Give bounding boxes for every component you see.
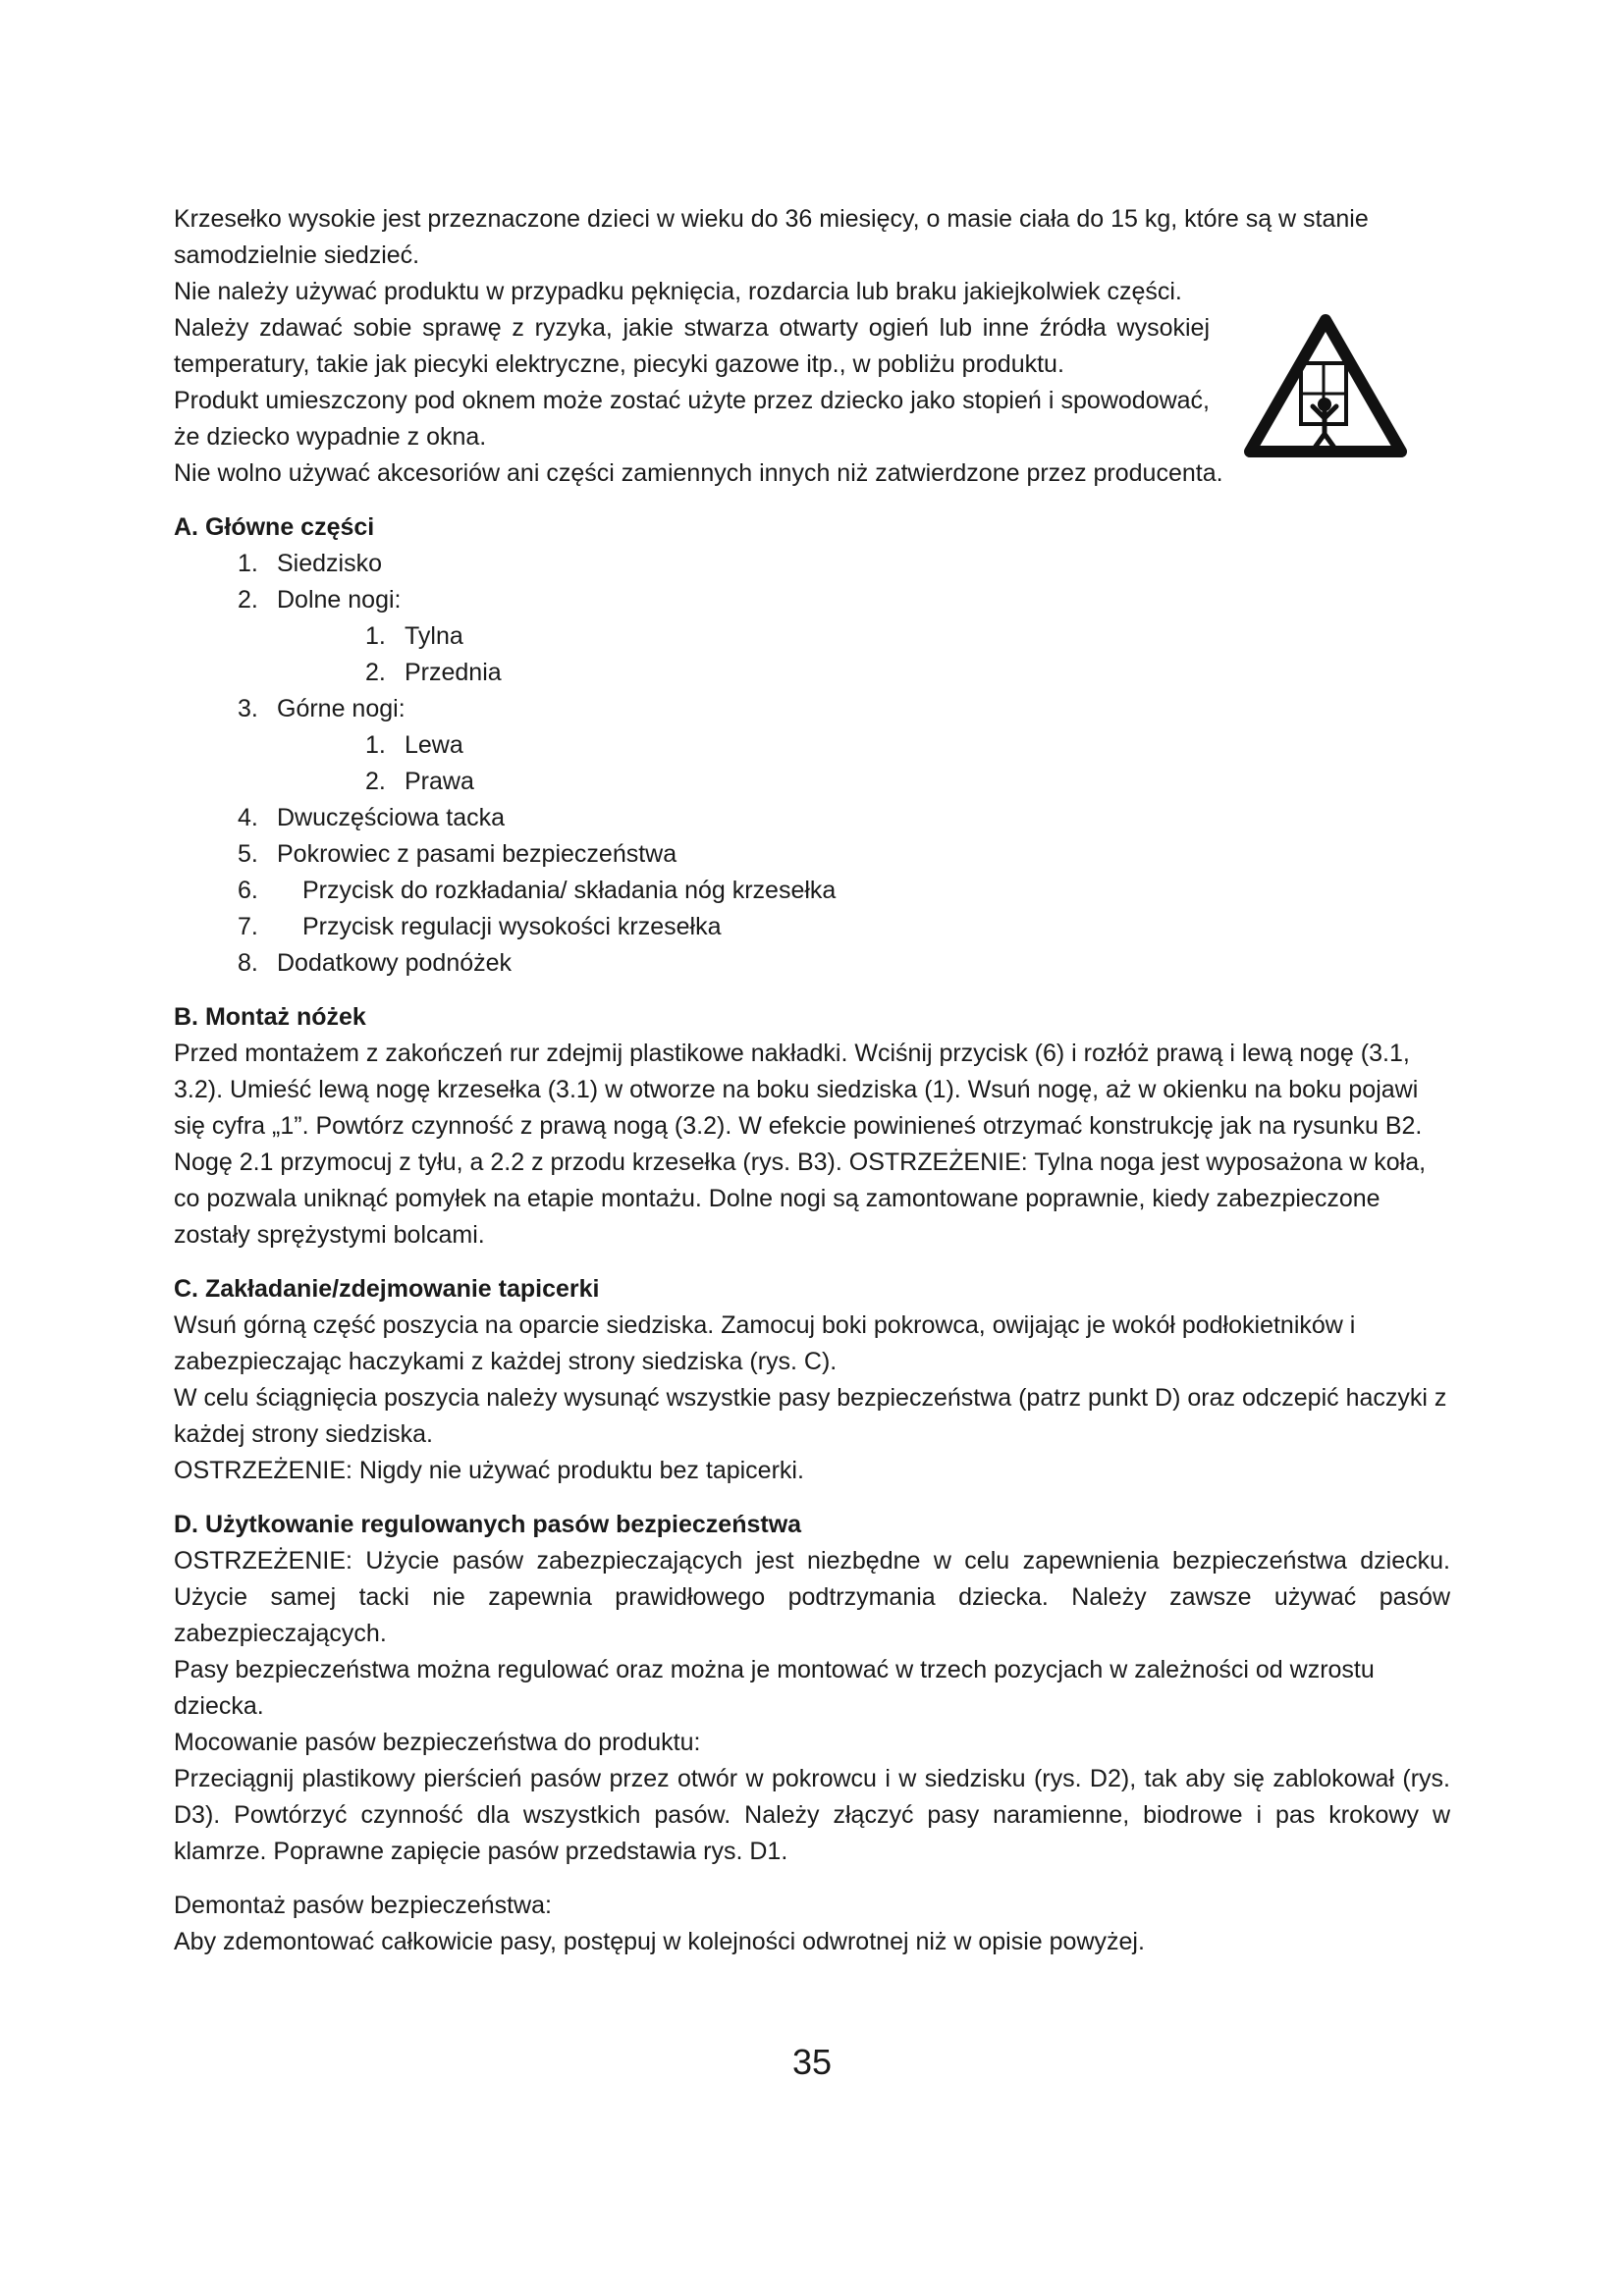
section-c-paragraph: Wsuń górną część poszycia na oparcie siedziska. Zamocuj boki pokrowca, owijając je wokół podłokietników i zabezpieczając haczykami z każdej strony siedziska (rys. C). <box>174 1311 1356 1375</box>
list-item: 2. Przednia <box>365 659 502 686</box>
list-item: 2. Dolne nogi: <box>238 586 402 614</box>
section-d-title: D. Użytkowanie regulowanych pasów bezpieczeństwa <box>174 1511 802 1538</box>
section-d-paragraph: Demontaż pasów bezpieczeństwa: <box>174 1892 552 1919</box>
section-d-paragraph: Przeciągnij plastikowy pierścień pasów przez otwór w pokrowcu i w siedzisku (rys. D2), tak aby się zablokował (rys. D3). Powtórzyć czynność dla wszystkich pasów. Należy złączyć pasy naramienne, biodrowe i pas krokowy w klamrze. Poprawne zapięcie pasów przedstawia rys. D1. <box>174 1765 1450 1865</box>
section-c-warning: OSTRZEŻENIE: Nigdy nie używać produktu bez tapicerki. <box>174 1457 804 1484</box>
intro-paragraph: Należy zdawać sobie sprawę z ryzyka, jakie stwarza otwarty ogień lub inne źródła wysokiej temperatury, takie jak piecyki elektryczne, piecyki gazowe itp., w pobliżu produktu. <box>174 314 1210 378</box>
section-c <box>174 1271 1450 1489</box>
section-b <box>174 999 1450 1254</box>
section-a <box>174 509 1450 982</box>
section-d-paragraph: Aby zdemontować całkowicie pasy, postępuj w kolejności odwrotnej niż w opisie powyżej. <box>174 1928 1145 1955</box>
list-item: 4. Dwuczęściowa tacka <box>238 804 506 831</box>
document-page <box>174 201 1450 1960</box>
section-b-title: B. Montaż nóżek <box>174 1003 366 1031</box>
list-item: 1. Tylna <box>365 622 463 650</box>
list-item: 7. Przycisk regulacji wysokości krzesełka <box>238 913 722 940</box>
section-d-warning: OSTRZEŻENIE: Użycie pasów zabezpieczających jest niezbędne w celu zapewnienia bezpieczeństwa dziecku. Użycie samej tacki nie zapewnia prawidłowego podtrzymania dziecka. Należy zawsze używać pasów zabezpieczających. <box>174 1547 1450 1647</box>
intro-paragraph: Nie wolno używać akcesoriów ani części zamiennych innych niż zatwierdzone przez producenta. <box>174 459 1223 487</box>
page-number: 35 <box>791 2042 833 2082</box>
section-c-paragraph: W celu ściągnięcia poszycia należy wysunąć wszystkie pasy bezpieczeństwa (patrz punkt D) oraz odczepić haczyki z każdej strony siedziska. <box>174 1384 1447 1448</box>
parts-list <box>174 546 1450 982</box>
section-d-paragraph: Pasy bezpieczeństwa można regulować oraz można je montować w trzech pozycjach w zależności od wzrostu dziecka. <box>174 1656 1375 1720</box>
section-b-body: Przed montażem z zakończeń rur zdejmij plastikowe nakładki. Wciśnij przycisk (6) i rozłóż prawą i lewą nogę (3.1, 3.2). Umieść lewą nogę krzesełka (3.1) w otworze na boku siedziska (1). Wsuń nogę, aż w okienku na boku pojawi się cyfra „1”. Powtórz czynność z prawą nogą (3.2). W efekcie powinieneś otrzymać konstrukcję jak na rysunku B2. Nogę 2.1 przymocuj z tyłu, a 2.2 z przodu krzesełka (rys. B3). OSTRZEŻENIE: Tylna noga jest wyposażona w koła, co pozwala uniknąć pomyłek na etapie montażu. Dolne nogi są zamontowane poprawnie, kiedy zabezpieczone zostały sprężystymi bolcami. <box>174 1040 1427 1249</box>
list-item: 2. Prawa <box>365 768 474 795</box>
list-item: 5. Pokrowiec z pasami bezpieczeństwa <box>238 840 677 868</box>
list-item: 3. Górne nogi: <box>238 695 406 722</box>
list-item: 6. Przycisk do rozkładania/ składania nóg krzesełka <box>238 877 837 904</box>
list-item: 1. Siedzisko <box>238 550 382 577</box>
section-d <box>174 1507 1450 1960</box>
section-d-paragraph: Mocowanie pasów bezpieczeństwa do produktu: <box>174 1729 701 1756</box>
list-item: 8. Dodatkowy podnóżek <box>238 949 513 977</box>
intro-paragraph: Nie należy używać produktu w przypadku pęknięcia, rozdarcia lub braku jakiejkolwiek części. <box>174 278 1182 305</box>
section-c-title: C. Zakładanie/zdejmowanie tapicerki <box>174 1275 600 1303</box>
intro-paragraph: Produkt umieszczony pod oknem może zostać użyte przez dziecko jako stopień i spowodować, że dziecko wypadnie z okna. <box>174 387 1210 451</box>
window-fall-warning-icon <box>1242 312 1409 459</box>
intro-paragraph: Krzesełko wysokie jest przeznaczone dzieci w wieku do 36 miesięcy, o masie ciała do 15 kg, które są w stanie samodzielnie siedzieć. <box>174 205 1369 269</box>
list-item: 1. Lewa <box>365 731 463 759</box>
section-a-title: A. Główne części <box>174 513 375 541</box>
